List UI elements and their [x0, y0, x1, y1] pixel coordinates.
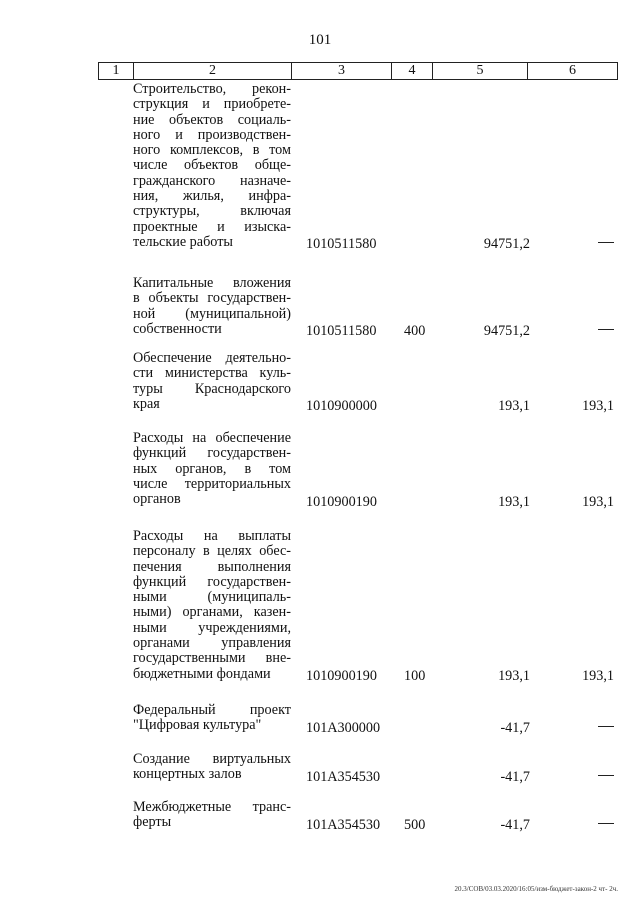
row-amount: 193,1: [498, 494, 530, 510]
header-col-1: 1: [99, 63, 134, 79]
row-amount: -41,7: [500, 769, 530, 785]
row-name-line: Капитальные вложения: [133, 275, 291, 291]
row-amount-2: 193,1: [582, 668, 614, 684]
row-amount-2: [598, 323, 614, 339]
row-name-line: функций государствен-: [133, 573, 291, 590]
row-name: [133, 529, 291, 682]
footer-note: 20.3/СОВ/03.03.2020/16:05/изм-бюджет-закон-2 чт- 2ч.: [454, 885, 618, 893]
header-col-4: 4: [392, 63, 433, 79]
row-name-line: проектные и изыска-: [133, 218, 291, 235]
row-name-line: функций государствен-: [133, 445, 291, 462]
row-vr: 500: [404, 817, 426, 833]
row-name-line: туры Краснодарского: [133, 380, 291, 397]
row-name-line: Межбюджетные транс-: [133, 799, 291, 815]
row-name-line: гражданского назначе-: [133, 172, 291, 189]
header-col-3: 3: [292, 63, 392, 79]
row-vr: 100: [404, 668, 426, 684]
dash-mark: [598, 726, 614, 727]
row-name: [133, 431, 291, 507]
row-name: [133, 351, 291, 412]
row-name-line: органами управления: [133, 635, 291, 652]
table-row: [0, 351, 640, 414]
header-col-2: 2: [134, 63, 292, 79]
row-name-line: государственными вне-: [133, 650, 291, 667]
row-name-line: ными (муниципаль-: [133, 589, 291, 606]
row-code: 101A354530: [306, 769, 381, 785]
table-row: [0, 800, 640, 833]
row-name-line: печения выполнения: [133, 558, 291, 575]
row-name-line: числе объектов обще-: [133, 157, 291, 174]
row-vr: 400: [404, 323, 426, 339]
row-name-line: "Цифровая культура": [133, 717, 262, 734]
dash-mark: [598, 775, 614, 776]
row-amount-2: [598, 236, 614, 252]
row-amount: 94751,2: [483, 323, 530, 339]
table-row: [0, 529, 640, 684]
row-name: [133, 800, 291, 831]
row-name-line: собственности: [133, 320, 222, 337]
row-name-line: концертных залов: [133, 766, 242, 783]
row-code: 101A354530: [306, 817, 381, 833]
row-amount-2: [598, 817, 614, 833]
row-name-line: ной (муниципальной): [133, 305, 291, 322]
row-name-line: Создание виртуальных: [133, 751, 291, 767]
row-name-line: ными учреждениями,: [133, 619, 291, 636]
row-name-line: Обеспечение деятельно-: [133, 350, 291, 366]
row-code: 101A300000: [306, 720, 381, 736]
row-name: [133, 276, 291, 337]
table-row: [0, 82, 640, 252]
row-code: 1010900190: [306, 494, 377, 510]
row-name-line: ферты: [133, 814, 172, 831]
row-name-line: края: [133, 395, 160, 412]
dash-mark: [598, 242, 614, 243]
row-amount: -41,7: [500, 817, 530, 833]
table-row: [0, 276, 640, 339]
dash-mark: [598, 823, 614, 824]
row-name: [133, 82, 291, 250]
row-amount-2: [598, 769, 614, 785]
table-row: [0, 752, 640, 785]
row-code: 1010511580: [306, 236, 377, 252]
row-name-line: числе территориальных: [133, 475, 291, 492]
page-number: 101: [308, 32, 332, 48]
row-name-line: Федеральный проект: [133, 702, 291, 718]
row-name-line: органов: [133, 491, 181, 508]
row-amount: 193,1: [498, 668, 530, 684]
row-name-line: Расходы на выплаты: [133, 528, 291, 544]
row-name-line: ными) органами, казен-: [133, 604, 291, 621]
row-name-line: Строительство, рекон-: [133, 81, 291, 97]
table-row: [0, 703, 640, 736]
row-name-line: Расходы на обеспечение: [133, 430, 291, 446]
row-code: 1010900190: [306, 668, 377, 684]
row-amount-2: [598, 720, 614, 736]
row-amount: -41,7: [500, 720, 530, 736]
row-name-line: бюджетными фондами: [133, 665, 271, 682]
row-name-line: в объекты государствен-: [133, 290, 291, 307]
row-name-line: ного и производствен-: [133, 126, 291, 143]
table-header: [98, 62, 618, 80]
row-name-line: сти министерства куль-: [133, 365, 291, 382]
row-name-line: ного комплексов, в том: [133, 142, 291, 159]
row-amount: 94751,2: [483, 236, 530, 252]
row-name-line: структуры, включая: [133, 203, 291, 220]
row-name-line: тельские работы: [133, 233, 233, 250]
row-name-line: ние объектов социаль-: [133, 111, 291, 128]
row-code: 1010900000: [306, 398, 377, 414]
row-name-line: ния, жилья, инфра-: [133, 188, 291, 205]
row-name-line: струкция и приобрете-: [133, 96, 291, 113]
row-name: [133, 752, 291, 783]
row-code: 1010511580: [306, 323, 377, 339]
row-amount: 193,1: [498, 398, 530, 414]
row-name-line: персоналу в целях обес-: [133, 543, 291, 560]
row-name: [133, 703, 291, 734]
table-row: [0, 431, 640, 510]
row-name-line: ных органов, в том: [133, 460, 291, 477]
header-col-6: 6: [569, 63, 576, 78]
header-col-5: 5: [433, 63, 528, 79]
dash-mark: [598, 329, 614, 330]
row-amount-2: 193,1: [582, 494, 614, 510]
row-amount-2: 193,1: [582, 398, 614, 414]
